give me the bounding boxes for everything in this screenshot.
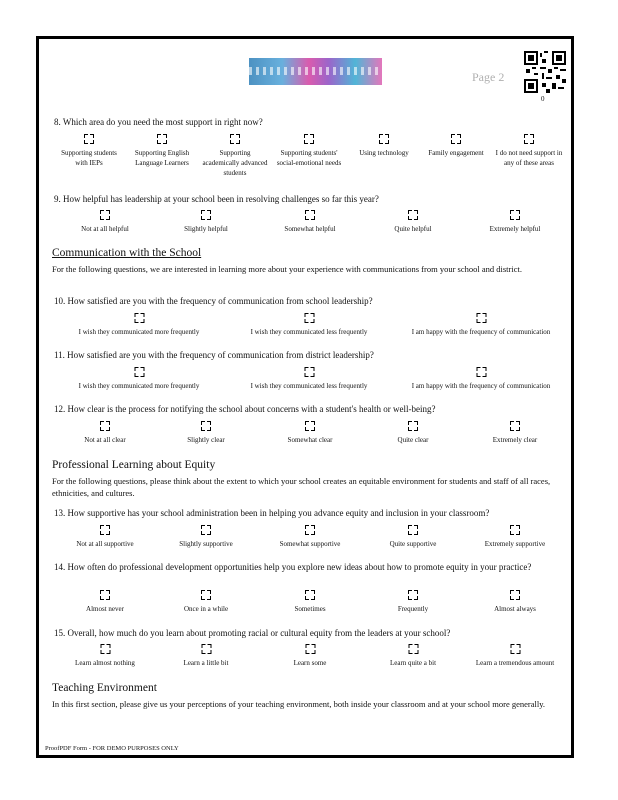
question-10: 10. How satisfied are you with the frequency of communication from school leadership? (54, 296, 373, 306)
checkbox-icon[interactable] (201, 210, 211, 220)
q15-option[interactable] (263, 644, 358, 668)
q11-option[interactable] (57, 367, 222, 391)
checkbox-icon[interactable] (304, 134, 314, 144)
checkbox-icon[interactable] (100, 210, 110, 220)
option-label: Learn a tremendous amount (475, 659, 555, 667)
option-label: Slightly supportive (179, 540, 233, 548)
q11-option[interactable] (227, 367, 392, 391)
checkbox-icon[interactable] (100, 421, 110, 431)
checkbox-icon[interactable] (408, 525, 418, 535)
checkbox-icon[interactable] (510, 525, 520, 535)
option-label: I wish they communicated less frequently (250, 328, 368, 336)
checkbox-icon[interactable] (524, 134, 534, 144)
section-teaching-intro: In this first section, please give us your perceptions of your teaching environment, both inside your classroom and at your school more generally. (52, 699, 546, 709)
q13-option[interactable] (161, 525, 251, 549)
q14-option[interactable] (470, 590, 560, 614)
option-label: I am happy with the frequency of communication (411, 382, 551, 390)
option-label: Family engagement (428, 149, 484, 157)
checkbox-icon[interactable] (510, 644, 520, 654)
option-label: Supporting academically advanced students (202, 149, 268, 177)
qr-code-image (524, 51, 566, 93)
q9-option[interactable] (60, 210, 150, 234)
checkbox-icon[interactable] (304, 367, 314, 377)
logo-image (249, 58, 382, 85)
option-label: Extremely helpful (489, 225, 541, 233)
option-label: I wish they communicated less frequently (250, 382, 368, 390)
option-label: Somewhat supportive (279, 540, 341, 548)
checkbox-icon[interactable] (305, 210, 315, 220)
q10-option[interactable] (227, 313, 392, 337)
q9-option[interactable] (265, 210, 355, 234)
question-12: 12. How clear is the process for notifying the school about concerns with a student's health or well-being? (54, 404, 436, 414)
option-label: Learn some (293, 659, 327, 667)
q15-option[interactable] (366, 644, 461, 668)
checkbox-icon[interactable] (100, 590, 110, 600)
q14-option[interactable] (60, 590, 150, 614)
option-label: I am happy with the frequency of communication (411, 328, 551, 336)
q8-option[interactable] (422, 134, 490, 158)
checkbox-icon[interactable] (510, 210, 520, 220)
option-label: Learn a little bit (183, 659, 229, 667)
q12-option[interactable] (265, 421, 355, 445)
option-label: Learn almost nothing (75, 659, 135, 667)
option-label: Slightly helpful (184, 225, 228, 233)
checkbox-icon[interactable] (201, 421, 211, 431)
section-communication-title: Communication with the School (52, 247, 202, 259)
checkbox-icon[interactable] (201, 590, 211, 600)
q13-option[interactable] (368, 525, 458, 549)
option-label: Almost never (86, 605, 124, 613)
option-label: Not at all helpful (81, 225, 129, 233)
option-label: Not at all supportive (76, 540, 134, 548)
checkbox-icon[interactable] (476, 313, 486, 323)
q15-option[interactable] (468, 644, 563, 668)
q13-option[interactable] (470, 525, 560, 549)
option-label: Quite supportive (389, 540, 437, 548)
question-14: 14. How often do professional development opportunities help you explore new ideas about how to promote equity in your practice? (54, 562, 532, 572)
q15-option[interactable] (159, 644, 254, 668)
section-teaching-title: Teaching Environment (52, 682, 157, 694)
q8-option[interactable] (350, 134, 418, 158)
checkbox-icon[interactable] (408, 210, 418, 220)
option-label: Supporting students' social-emotional needs (276, 149, 342, 167)
option-label: Frequently (397, 605, 429, 613)
option-label: Extremely supportive (484, 540, 546, 548)
option-label: Supporting students with IEPs (61, 149, 117, 167)
option-label: I wish they communicated more frequently (78, 328, 200, 336)
option-label: Somewhat helpful (284, 225, 336, 233)
section-communication-intro: For the following questions, we are interested in learning more about your experience with communications from your school and district. (52, 264, 522, 274)
q8-option[interactable] (495, 134, 563, 168)
q14-option[interactable] (368, 590, 458, 614)
checkbox-icon[interactable] (157, 134, 167, 144)
q12-option[interactable] (60, 421, 150, 445)
q13-option[interactable] (60, 525, 150, 549)
q12-option[interactable] (470, 421, 560, 445)
option-label: Sometimes (294, 605, 326, 613)
q8-option[interactable] (55, 134, 123, 168)
checkbox-icon[interactable] (201, 644, 211, 654)
q14-option[interactable] (161, 590, 251, 614)
option-label: Quite helpful (394, 225, 432, 233)
checkbox-icon[interactable] (230, 134, 240, 144)
checkbox-icon[interactable] (305, 644, 315, 654)
checkbox-icon[interactable] (134, 367, 144, 377)
checkbox-icon[interactable] (84, 134, 94, 144)
option-label: I wish they communicated more frequently (78, 382, 200, 390)
q12-option[interactable] (368, 421, 458, 445)
checkbox-icon[interactable] (305, 421, 315, 431)
footer-note: ProofPDF Form - FOR DEMO PURPOSES ONLY (45, 745, 179, 752)
checkbox-icon[interactable] (476, 367, 486, 377)
option-label: Learn quite a bit (389, 659, 437, 667)
checkbox-icon[interactable] (134, 313, 144, 323)
checkbox-icon[interactable] (408, 644, 418, 654)
checkbox-icon[interactable] (510, 590, 520, 600)
q9-option[interactable] (470, 210, 560, 234)
option-label: Almost always (494, 605, 536, 613)
checkbox-icon[interactable] (451, 134, 461, 144)
qr-number: 0 (541, 95, 545, 103)
checkbox-icon[interactable] (305, 525, 315, 535)
checkbox-icon[interactable] (408, 590, 418, 600)
checkbox-icon[interactable] (304, 313, 314, 323)
section-equity-title: Professional Learning about Equity (52, 459, 216, 471)
q15-option[interactable] (58, 644, 153, 668)
question-15: 15. Overall, how much do you learn about promoting racial or cultural equity from the leaders at your school? (54, 628, 451, 638)
q9-option[interactable] (161, 210, 251, 234)
option-label: Somewhat clear (287, 436, 333, 444)
q13-option[interactable] (265, 525, 355, 549)
q9-option[interactable] (368, 210, 458, 234)
question-11: 11. How satisfied are you with the frequency of communication from district leadership? (54, 350, 374, 360)
checkbox-icon[interactable] (408, 421, 418, 431)
checkbox-icon[interactable] (305, 590, 315, 600)
q8-option[interactable] (275, 134, 343, 168)
option-label: Using technology (359, 149, 409, 157)
checkbox-icon[interactable] (201, 525, 211, 535)
question-13: 13. How supportive has your school administration been in helping you advance equity and inclusion in your classroom? (54, 508, 490, 518)
checkbox-icon[interactable] (510, 421, 520, 431)
q8-option[interactable] (201, 134, 269, 178)
q12-option[interactable] (161, 421, 251, 445)
option-label: Once in a while (183, 605, 229, 613)
option-label: Supporting English Language Learners (134, 149, 190, 167)
option-label: Extremely clear (492, 436, 538, 444)
q8-option[interactable] (128, 134, 196, 168)
q11-option[interactable] (399, 367, 564, 391)
question-9: 9. How helpful has leadership at your school been in resolving challenges so far this year? (54, 194, 379, 204)
checkbox-icon[interactable] (100, 644, 110, 654)
option-label: Not at all clear (84, 436, 126, 444)
q14-option[interactable] (265, 590, 355, 614)
checkbox-icon[interactable] (379, 134, 389, 144)
option-label: I do not need support in any of these areas (495, 149, 563, 167)
question-8: 8. Which area do you need the most support in right now? (54, 117, 263, 127)
q10-option[interactable] (399, 313, 564, 337)
option-label: Slightly clear (187, 436, 225, 444)
page-label: Page 2 (472, 70, 505, 84)
section-equity-intro: For the following questions, please think about the extent to which your school creates an equitable environment for students and staff of all races, ethnicities, and cultures. (52, 476, 551, 498)
option-label: Quite clear (397, 436, 429, 444)
q10-option[interactable] (57, 313, 222, 337)
survey-page (36, 36, 574, 758)
checkbox-icon[interactable] (100, 525, 110, 535)
